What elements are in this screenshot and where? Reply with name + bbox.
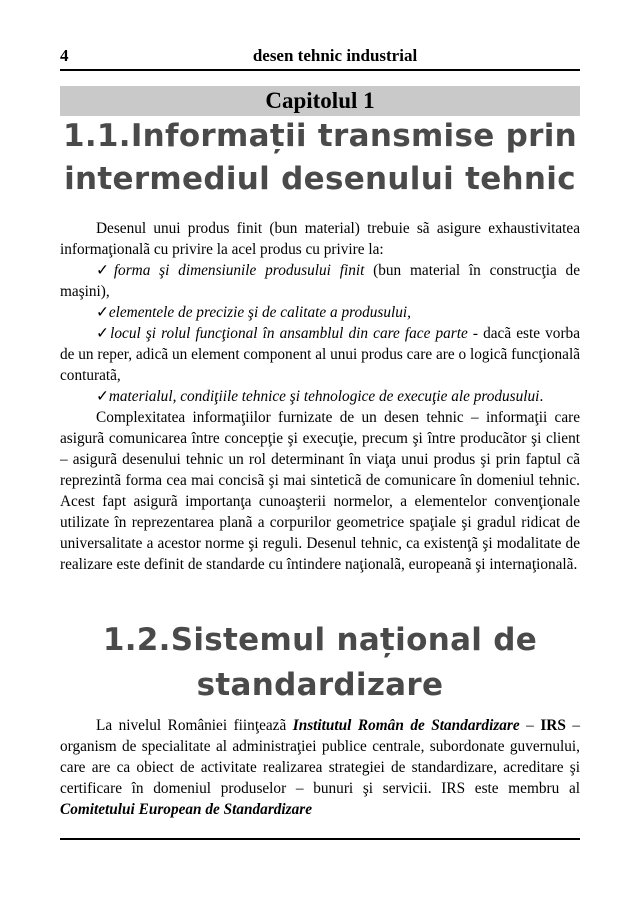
page-number: 4 — [60, 46, 69, 65]
bullet-text: (bun material în construcţia de maşini), — [60, 262, 580, 300]
text-run: – — [519, 717, 541, 734]
bullet-italic: forma şi dimensiunile produsului finit — [113, 262, 365, 279]
bullet-text: . — [539, 388, 544, 405]
section-heading-1-1: 1.1.Informații transmise prin intermediul desenului tehnic — [62, 118, 578, 197]
text-run: La nivelul României fiinţeazã — [96, 717, 293, 734]
irs-acronym: IRS — [540, 717, 566, 734]
bullet-item — [60, 302, 580, 323]
bullet-item — [60, 386, 580, 407]
check-icon: ✓ — [96, 304, 109, 321]
irs-paragraph — [60, 715, 580, 820]
footer-rule — [60, 838, 580, 840]
section-1-1-body — [60, 218, 580, 575]
committee-name: Comitetului European de Standardizare — [60, 801, 313, 818]
intro-paragraph: Desenul unui produs finit (bun material) trebuie sã asigure exhaustivitatea informaţionalã cu privire la acel produs cu privire la: — [60, 220, 580, 258]
header-rule — [60, 69, 580, 71]
chapter-title: Capitolul 1 — [60, 86, 580, 116]
section-heading-1-2: 1.2.Sistemul național de standardizare — [102, 622, 538, 703]
institute-name: Institutul Român de Standardizare — [292, 717, 520, 734]
running-title: desen tehnic industrial — [252, 46, 418, 65]
section-1-2-body — [60, 715, 580, 820]
text-run: – organism de specialitate al administraţiei publice centrale, subordonate guvernului, care are ca obiect de activitate realizarea strategiei de standardizare, acreditare şi certificare în domeniul produselor – bunuri şi servicii. IRS este membru al — [60, 717, 581, 797]
bullet-text: - dacã este vorba de un reper, adicã un element component al unui produs care are o logicã funcţionalã conturatã, — [60, 325, 580, 384]
bullet-italic: locul şi rolul funcţional în ansamblul din care face parte — [110, 325, 468, 342]
bullet-item — [60, 323, 580, 386]
page-header — [60, 46, 580, 68]
bullet-item — [60, 260, 580, 302]
check-icon: ✓ — [96, 262, 114, 279]
check-icon: ✓ — [96, 388, 109, 405]
check-icon: ✓ — [96, 325, 111, 342]
bullet-italic: elementele de precizie şi de calitate a produsului, — [108, 304, 412, 321]
complexity-paragraph: Complexitatea informaţiilor furnizate de un desen tehnic – informaţii care asigurã comunicarea între concepţie şi execuţie, precum şi între producãtor şi client – asigurã desenului tehnic un rol determinant în viaţa unui produs şi prin faptul cã reprezintã forma cea mai concisã şi mai sinteticã de comunicare în domeniul tehnic. Acest fapt asigurã importanţa cunoaşterii normelor, a elementelor convenţionale utilizate în reprezentarea planã a corpurilor geometrice spaţiale şi gradul ridicat de universalitate a acestor norme şi reguli. Desenul tehnic, ca existenţã şi modalitate de realizare este definit de standarde cu întindere naţionalã, europeanã şi internaţionalã. — [60, 409, 580, 573]
bullet-italic: materialul, condiţiile tehnice şi tehnologice de execuţie ale produsului — [108, 388, 540, 405]
